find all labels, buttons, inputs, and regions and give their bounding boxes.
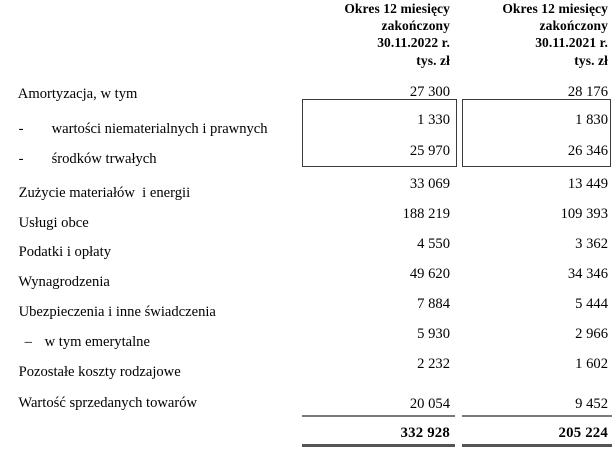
row-label-text: w tym emerytalne	[44, 334, 150, 350]
table-cell-value: 1 330	[417, 112, 450, 128]
table-cell-value: 26 346	[567, 143, 608, 159]
table-cell-value: 33 069	[409, 176, 450, 192]
bullet-dash-icon: -	[18, 121, 24, 137]
column-header-2021-line-1: Okres 12 miesięcy	[502, 1, 608, 16]
table-cell-value: 5 444	[575, 296, 608, 312]
column-header-2022	[290, 0, 450, 69]
row-label-text: Amortyzacja, w tym	[17, 86, 138, 102]
table-cell-value: 109 393	[560, 206, 608, 222]
total-rule-below-2021	[462, 444, 612, 447]
table-cell-value: 28 176	[567, 84, 608, 100]
row-label-text: środków trwałych	[51, 151, 157, 167]
total-rule-above-2022	[302, 415, 455, 417]
column-header-2022-line-4: tys. zł	[416, 52, 450, 68]
total-cell-value: 332 928	[400, 425, 450, 441]
column-header-2021	[452, 0, 608, 69]
table-cell-value: 1 830	[575, 112, 608, 128]
column-header-2022-line-1: Okres 12 miesięcy	[344, 1, 450, 16]
bullet-dash-icon: -	[18, 151, 24, 167]
row-label-text: Pozostałe koszty rodzajowe	[18, 364, 181, 380]
total-rule-below-2022	[302, 444, 455, 447]
table-cell-value: 4 550	[417, 236, 450, 252]
table-cell-value: 13 449	[567, 176, 608, 192]
table-cell-value: 5 930	[417, 326, 450, 342]
bullet-endash-icon: –	[24, 334, 32, 350]
column-header-2021-line-4: tys. zł	[574, 52, 608, 68]
table-cell-value: 9 452	[575, 396, 608, 412]
table-row-label	[4, 379, 197, 427]
table-cell-value: 34 346	[567, 266, 608, 282]
table-cell-value: 2 966	[575, 326, 608, 342]
column-header-2021-line-3: 30.11.2021 r.	[535, 35, 608, 51]
total-rule-above-2021	[462, 415, 612, 417]
table-cell-value: 20 054	[409, 396, 450, 412]
row-label-text: Wartość sprzedanych towarów	[18, 395, 198, 411]
column-header-2022-line-2: zakończony	[381, 18, 450, 34]
table-cell-value: 7 884	[417, 296, 450, 312]
row-label-text: wartości niematerialnych i prawnych	[51, 121, 268, 137]
row-label-text: Usługi obce	[18, 215, 89, 231]
column-header-2022-line-3: 30.11.2022 r.	[377, 35, 450, 51]
table-cell-value: 49 620	[409, 266, 450, 282]
row-label-text: Wynagrodzenia	[18, 274, 110, 290]
table-cell-value: 27 300	[409, 84, 450, 100]
table-cell-value: 25 970	[409, 143, 450, 159]
column-header-2021-line-2: zakończony	[539, 18, 608, 34]
row-label-text: Ubezpieczenia i inne świadczenia	[18, 304, 216, 320]
table-cell-value: 188 219	[402, 206, 450, 222]
total-cell-value: 205 224	[558, 425, 608, 441]
table-cell-value: 3 362	[575, 236, 608, 252]
row-label-text: Zużycie materiałów i energii	[18, 185, 191, 201]
table-cell-value: 1 602	[575, 356, 608, 372]
row-label-text: Podatki i opłaty	[18, 244, 112, 260]
table-cell-value: 2 232	[417, 356, 450, 372]
